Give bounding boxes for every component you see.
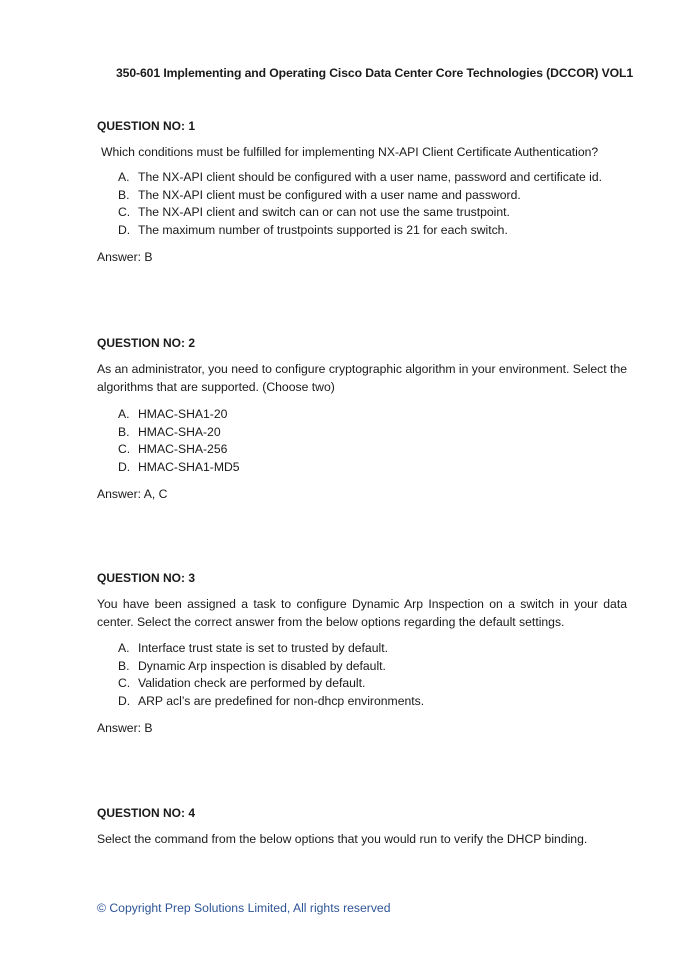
- question-2-options: [118, 406, 240, 477]
- option-item: [118, 222, 602, 240]
- copyright-footer: © Copyright Prep Solutions Limited, All rights reserved: [97, 901, 391, 915]
- option-text: HMAC-SHA-256: [138, 442, 228, 457]
- document-title: 350-601 Implementing and Operating Cisco Data Center Core Technologies (DCCOR) VOL1: [116, 66, 633, 80]
- option-letter: C.: [118, 205, 131, 220]
- option-item: [118, 640, 424, 658]
- option-item: [118, 169, 602, 187]
- option-item: [118, 675, 424, 693]
- option-text: ARP acl’s are predefined for non-dhcp environments.: [138, 694, 425, 709]
- question-3-heading: QUESTION NO: 3: [97, 571, 196, 585]
- option-text: Interface trust state is set to trusted by default.: [138, 641, 388, 655]
- option-text: The maximum number of trustpoints supported is 21 for each switch.: [138, 223, 508, 238]
- question-1-text: Which conditions must be fulfilled for implementing NX-API Client Certificate Authentication?: [101, 145, 599, 159]
- question-2-heading: QUESTION NO: 2: [97, 336, 196, 350]
- question-3-options: [118, 640, 424, 711]
- option-item: [118, 459, 240, 477]
- option-item: [118, 204, 602, 222]
- option-item: [118, 441, 240, 459]
- option-letter: B.: [118, 187, 130, 202]
- option-text: Validation check are performed by default.: [138, 676, 366, 691]
- option-text: The NX-API client and switch can or can not use the same trustpoint.: [138, 205, 510, 220]
- question-2-answer: Answer: A, C: [97, 487, 168, 501]
- option-letter: C.: [118, 676, 131, 691]
- option-text: Dynamic Arp inspection is disabled by default.: [138, 658, 386, 673]
- question-4-heading: QUESTION NO: 4: [97, 806, 196, 820]
- question-3-text: You have been assigned a task to configure Dynamic Arp Inspection on a switch in your data center. Select the correct answer from the below options regarding the default settings.: [97, 597, 627, 629]
- option-item: [118, 187, 602, 205]
- option-text: HMAC-SHA1-20: [138, 407, 228, 421]
- question-1-heading: QUESTION NO: 1: [97, 119, 196, 133]
- option-item: [118, 693, 424, 711]
- option-item: [118, 406, 240, 424]
- question-2-text: As an administrator, you need to configure cryptographic algorithm in your environment. Select the algorithms that are supported. (Choose two): [97, 362, 627, 394]
- option-letter: B.: [118, 658, 130, 673]
- option-letter: D.: [118, 460, 131, 475]
- option-item: [118, 424, 240, 442]
- option-letter: A.: [118, 170, 130, 184]
- option-letter: A.: [118, 641, 130, 655]
- option-text: The NX-API client must be configured with a user name and password.: [138, 187, 521, 202]
- question-1-options: [118, 169, 602, 240]
- option-letter: D.: [118, 223, 131, 238]
- option-item: [118, 658, 424, 676]
- question-3-answer: Answer: B: [97, 721, 153, 735]
- option-letter: B.: [118, 424, 130, 439]
- option-letter: A.: [118, 407, 130, 421]
- option-letter: D.: [118, 694, 131, 709]
- option-letter: C.: [118, 442, 131, 457]
- option-text: The NX-API client should be configured with a user name, password and certificate id.: [138, 170, 603, 184]
- option-text: HMAC-SHA-20: [138, 424, 221, 439]
- option-text: HMAC-SHA1-MD5: [138, 460, 240, 475]
- question-4-text: Select the command from the below options that you would run to verify the DHCP binding.: [97, 832, 588, 846]
- question-1-answer: Answer: B: [97, 250, 153, 264]
